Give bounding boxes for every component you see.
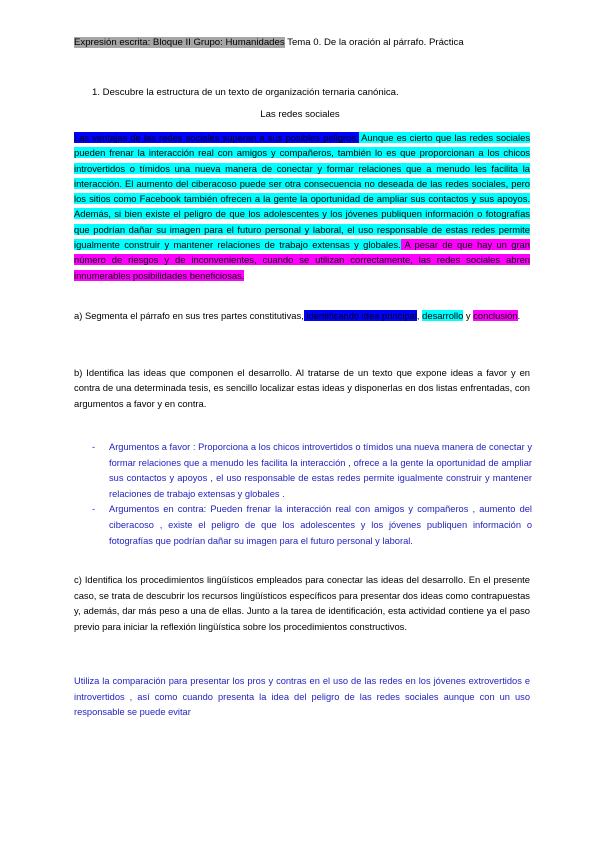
arguments-against: Argumentos en contra: Pueden frenar la interacción real con amigos y compañeros , aumento del ciberacoso , existe el peligro de que los adolescentes y los jóvenes publiquen información o fotografías que podrían dañar su imagen para el futuro personal y laboral. <box>109 504 532 546</box>
label-conclusion: conclusión <box>473 310 518 321</box>
bullet-dash: - <box>92 442 96 452</box>
arguments-for: Argumentos a favor : Proporciona a los chicos introvertidos o tímidos una nueva manera de conectar y formar relaciones que a menudo les facilita la interacción , ofrece a la gente la oportunidad de ampliar sus contactos y apoyos , el uso responsable de estas redes permite igualmente construir y mantener relaciones de trabajo extensas y globales . <box>109 442 532 499</box>
exercise-instruction: 1. Descubre la estructura de un texto de organización ternaria canónica. <box>92 87 399 98</box>
text-title: Las redes sociales <box>260 109 340 120</box>
source-paragraph <box>74 130 530 283</box>
bullet-dash: - <box>92 504 96 515</box>
idea-principal-highlight: Las ventajas de las redes sociales superan a sus posibles peligros. <box>74 132 359 143</box>
period: . <box>517 310 521 321</box>
separator: , <box>416 310 423 321</box>
separator: y <box>463 310 474 321</box>
question-a <box>74 308 534 323</box>
arguments-list <box>92 440 532 549</box>
header-topic: Tema 0. De la oración al párrafo. Práctica <box>284 37 464 48</box>
list-item <box>92 502 532 549</box>
question-b: b) Identifica las ideas que componen el desarrollo. Al tratarse de un texto que expone ideas a favor y en contra de una determinada tesis, es sencillo localizar estas ideas y disponerlas en dos listas enfrentadas, con argumentos a favor y en contra. <box>74 367 530 409</box>
label-idea-principal: identificando idea principal <box>303 310 417 321</box>
desarrollo-highlight: Aunque es cierto que las redes sociales pueden frenar la interacción real con amigos y compañeros, también lo es que proporcionan a los chicos introvertidos o tímidos una nueva manera de conectar y formar relaciones que a menudo les facilita la interacción. El aumento del ciberacoso puede ser otra consecuencia no deseada de las redes sociales, pero los sitios como Facebook también ofrecen a la gente la oportunidad de ampliar sus contactos y sus apoyos. Además, si bien existe el peligro de que los adolescentes y los jóvenes publiquen información o fotografías que podrían dañar su imagen para el futuro personal y laboral, el uso responsable de estas redes permite igualmente construir y mantener relaciones de trabajo extensas y globales. <box>74 132 531 251</box>
header-course: Expresión escrita: Bloque II Grupo: Humanidades <box>74 37 285 48</box>
list-item <box>92 440 532 502</box>
label-desarrollo: desarrollo <box>422 310 464 321</box>
question-a-text: a) Segmenta el párrafo en sus tres partes constitutivas, <box>74 310 304 321</box>
answer-c: Utiliza la comparación para presentar los pros y contras en el uso de las redes en los jóvenes extrovertidos e introvertidos , así como cuando presenta la idea del peligro de las redes sociales aunque con un uso responsable se puede evitar <box>74 676 530 718</box>
page-header <box>74 37 464 48</box>
question-c: c) Identifica los procedimientos lingüísticos empleados para conectar las ideas del desarrollo. En el presente caso, se trata de descubrir los recursos lingüísticos específicos para presentar dos ideas como contrapuestas y, además, dar más peso a una de ellas. Junto a la tarea de identificación, esta actividad contiene ya el paso previo para iniciar la reflexión lingüística sobre los procedimientos constructivos. <box>74 574 530 632</box>
conclusion-highlight: A pesar de que hay un gran número de riesgos y de inconvenientes, cuando se utilizan correctamente, las redes sociales abren innumerables posibilidades beneficiosas. <box>74 239 530 281</box>
